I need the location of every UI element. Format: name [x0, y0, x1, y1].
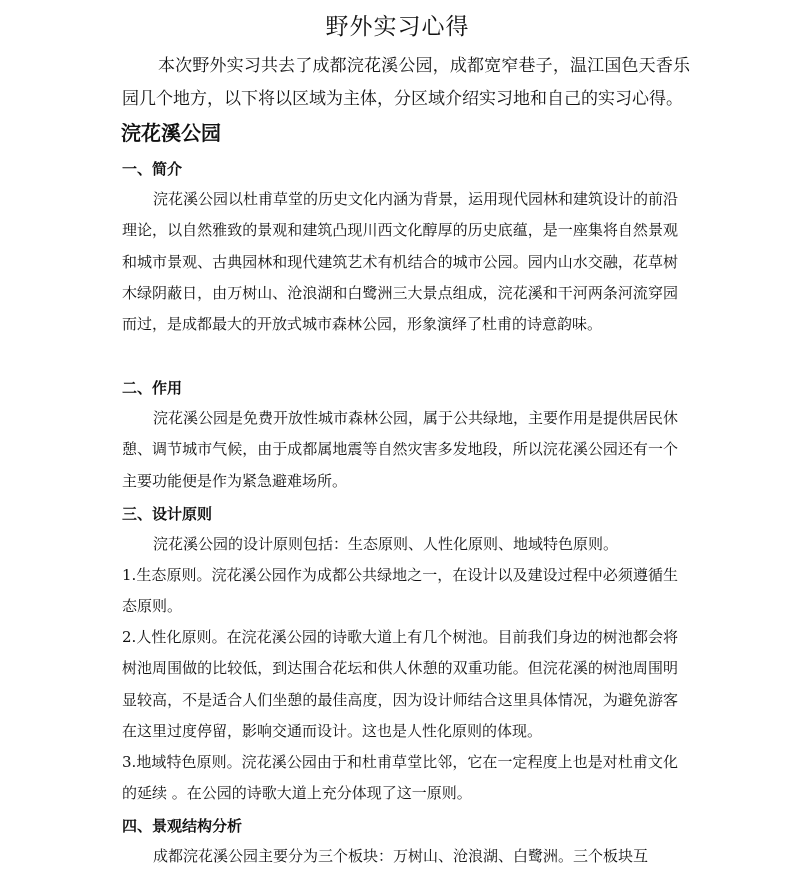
paragraph-principles-summary: 浣花溪公园的设计原则包括：生态原则、人性化原则、地域特色原则。 [153, 535, 619, 553]
page-title: 野外实习心得 [325, 14, 470, 40]
subsection-heading-function: 二、作用 [122, 379, 183, 397]
paragraph-principle-humanized: 2.人性化原则。在浣花溪公园的诗歌大道上有几个树池。目前我们身边的树池都会将树池周围做的比较低，到达围合花坛和供人休憩的双重功能。但浣花溪的树池周围明显较高，不是适合人们坐憩的最佳高度，因为设计师结合这里具体情况，为避免游客在这里过度停留，影响交通而设计。这也是人性化原则的体现。 [122, 628, 678, 740]
subsection-heading-principles: 三、设计原则 [122, 505, 213, 523]
intro-paragraph: 本次野外实习共去了成都浣花溪公园，成都宽窄巷子，温江国色天香乐园几个地方，以下将以区域为主体，分区域介绍实习地和自己的实习心得。 [122, 56, 690, 109]
paragraph-intro: 浣花溪公园以杜甫草堂的历史文化内涵为背景，运用现代园林和建筑设计的前沿理论，以自然雅致的景观和建筑凸现川西文化醇厚的历史底蕴，是一座集将自然景观和城市景观、古典园林和现代建筑艺术有机结合的城市公园。园内山水交融，花草树木绿阴蔽日，由万树山、沧浪湖和白鹭洲三大景点组成，浣花溪和干河两条河流穿园而过，是成都最大的开放式城市森林公园，形象演绎了杜甫的诗意韵味。 [122, 190, 679, 334]
paragraph-principle-regional: 3.地域特色原则。浣花溪公园由于和杜甫草堂比邻，它在一定程度上也是对杜甫文化的延续 。在公园的诗歌大道上充分体现了这一原则。 [122, 753, 678, 803]
subsection-heading-structure: 四、景观结构分析 [122, 817, 243, 835]
subsection-heading-intro: 一、简介 [122, 160, 183, 178]
paragraph-structure: 成都浣花溪公园主要分为三个板块：万树山、沧浪湖、白鹭洲。三个板块互 [153, 847, 649, 865]
section-heading: 浣花溪公园 [121, 121, 221, 145]
paragraph-principle-ecological: 1.生态原则。浣花溪公园作为成都公共绿地之一，在设计以及建设过程中必须遵循生态原则。 [122, 566, 678, 616]
paragraph-function: 浣花溪公园是免费开放性城市森林公园，属于公共绿地，主要作用是提供居民休憩、调节城市气候，由于成都属地震等自然灾害多发地段，所以浣花溪公园还有一个主要功能便是作为紧急避难场所。 [122, 409, 679, 490]
